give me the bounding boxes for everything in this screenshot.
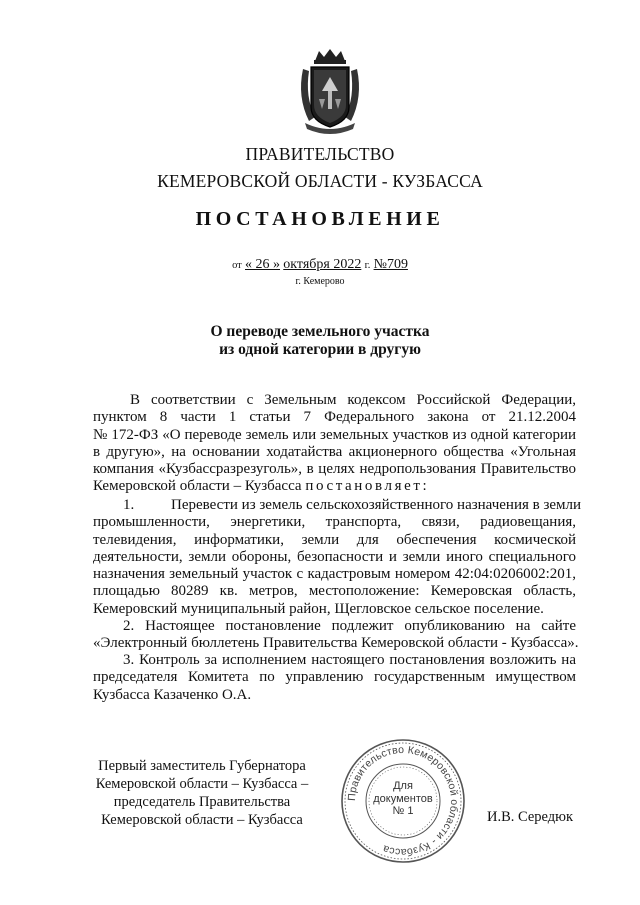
text-line: 2. Настоящее постановление подлежит опубликованию на сайте bbox=[123, 618, 576, 634]
text-line: деятельности, земли обороны, безопасности и земли иного специального bbox=[93, 548, 576, 565]
signer-position-line: Кемеровской области – Кузбасса – bbox=[95, 776, 309, 792]
document-number: 709 bbox=[386, 257, 408, 272]
resolves-word: постановляет: bbox=[305, 478, 430, 495]
government-name-line1: ПРАВИТЕЛЬСТВО bbox=[245, 144, 395, 164]
paragraph-preamble bbox=[93, 392, 576, 496]
text-line: телевидения, информатики, земли для обеспечения космической bbox=[93, 531, 576, 548]
stamp-ring-text: Правительство Кемеровской области - Кузбасса bbox=[345, 743, 461, 859]
stamp-center-line: № 1 bbox=[392, 805, 414, 817]
issue-city: г. Кемерово bbox=[295, 276, 345, 287]
date-day: « 26 » bbox=[245, 257, 281, 272]
document-type: ПОСТАНОВЛЕНИЕ bbox=[195, 208, 445, 230]
document-number-label: № bbox=[373, 257, 387, 272]
signer-position-line: Кемеровской области – Кузбасса bbox=[101, 812, 303, 828]
coat-of-arms-icon bbox=[295, 47, 365, 135]
text-line: «Электронный бюллетень Правительства Кемеровской области - Кузбасса». bbox=[93, 635, 579, 652]
item-number: 1. bbox=[123, 497, 135, 513]
date-month-year: октября 2022 bbox=[283, 257, 362, 272]
stamp-center-text bbox=[363, 780, 443, 818]
text-line: В соответствии с Земельным кодексом Российской Федерации, bbox=[130, 392, 576, 408]
text-line: 3. Контроль за исполнением настоящего постановления возложить на bbox=[123, 652, 576, 668]
text-line: промышленности, энергетики, транспорта, связи, радиовещания, bbox=[93, 514, 576, 531]
signer-name: И.В. Середюк bbox=[487, 809, 574, 825]
stamp-center-line: Для bbox=[393, 780, 413, 792]
paragraph-item-2 bbox=[93, 618, 579, 653]
text-line: Кузбасса Казаченко О.А. bbox=[93, 686, 252, 703]
text-line bbox=[93, 478, 576, 495]
signer-position-line: председатель Правительства bbox=[113, 794, 291, 810]
text-line: назначения земельный участок с кадастровым номером 42:04:0206002:201, bbox=[93, 566, 576, 583]
document-title-line2: из одной категории в другую bbox=[219, 341, 421, 358]
text-line bbox=[93, 497, 582, 514]
date-number-line bbox=[0, 256, 640, 273]
text-line: Кемеровский муниципальный район, Щегловское сельское поселение. bbox=[93, 600, 544, 617]
document-title-line1: О переводе земельного участка bbox=[210, 323, 430, 340]
signer-position-line: Первый заместитель Губернатора bbox=[98, 758, 306, 774]
text-line: пунктом 8 части 1 статьи 7 Федерального закона от 21.12.2004 bbox=[93, 409, 576, 426]
date-year-suffix: г. bbox=[364, 260, 371, 271]
text-fragment: Кемеровской области – Кузбасса bbox=[93, 478, 306, 495]
text-line: компания «Кузбассразрезуголь», в целях недропользования Правительство bbox=[93, 461, 576, 478]
paragraph-item-3 bbox=[93, 652, 576, 704]
date-prefix: от bbox=[232, 260, 242, 271]
text-fragment: Перевести из земель сельскохозяйственного назначения в земли bbox=[171, 497, 582, 513]
stamp-center-line: документов bbox=[373, 792, 433, 805]
paragraph-item-1 bbox=[93, 497, 582, 618]
text-line: в другую», на основании ходатайства акционерного общества «Угольная bbox=[93, 443, 576, 460]
text-line: председателя Комитета по управлению государственным имуществом bbox=[93, 669, 576, 686]
signer-position bbox=[88, 757, 316, 829]
government-name-line2: КЕМЕРОВСКОЙ ОБЛАСТИ - КУЗБАССА bbox=[157, 171, 483, 191]
text-line: № 172-ФЗ «О переводе земель или земельных участков из одной категории bbox=[93, 426, 576, 443]
text-line: площадью 80289 кв. метров, местоположение: Кемеровская область, bbox=[93, 583, 576, 600]
